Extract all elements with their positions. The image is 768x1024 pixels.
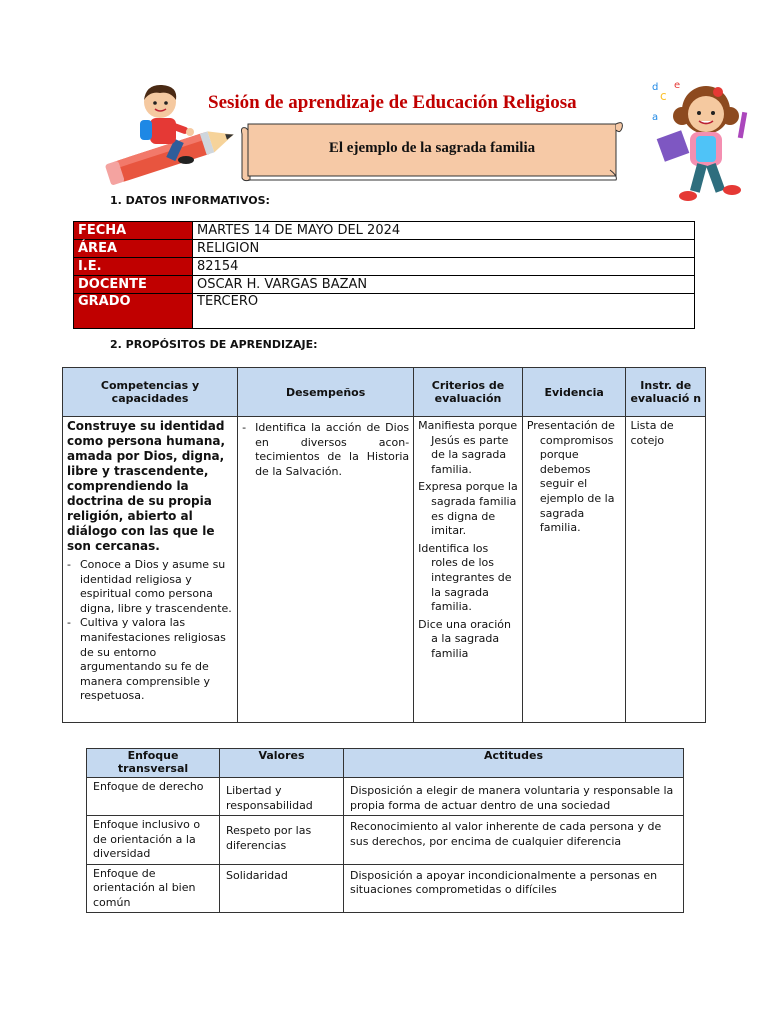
col-valores: Valores — [220, 749, 344, 778]
capacidades-list — [67, 558, 233, 704]
col-enfoque: Enfoque transversal — [87, 749, 220, 778]
criterio-item: Manifiesta porque Jesús es parte de la sagrada familia. — [418, 419, 518, 476]
girl-with-book-illustration — [644, 76, 756, 208]
session-subtitle: El ejemplo de la sagrada familia — [328, 140, 536, 156]
enfoques-table — [86, 748, 684, 913]
desempeno-cell — [238, 417, 414, 723]
grado-value: TERCERO — [193, 294, 695, 329]
table-row — [74, 294, 695, 329]
ie-value: 82154 — [193, 258, 695, 276]
table-row — [87, 816, 684, 865]
table-row — [87, 864, 684, 913]
enfoque-cell: Enfoque inclusivo o de orientación a la diversidad — [87, 816, 220, 865]
fecha-label: FECHA — [74, 222, 193, 240]
ie-label: I.E. — [74, 258, 193, 276]
actitudes-cell: Reconocimiento al valor inherente de cada persona y de sus derechos, por encima de cualquier diferencia — [344, 816, 684, 865]
competencia-cell — [63, 417, 238, 723]
list-item: - Conoce a Dios y asume su identidad religiosa y espiritual como persona digna, libre y trascendente. — [67, 558, 233, 616]
letter-d: d — [652, 82, 659, 93]
criterio-item: Dice una oración a la sagrada familia — [418, 617, 511, 660]
col-desempenos: Desempeños — [238, 368, 414, 417]
valores-cell: Solidaridad — [220, 864, 344, 913]
criterio-item: Expresa porque la sagrada familia es digna de imitar. — [418, 480, 518, 538]
col-criterios: Criterios de evaluación — [414, 368, 523, 417]
fecha-value: MARTES 14 DE MAYO DEL 2024 — [193, 222, 695, 240]
actitudes-cell: Disposición a apoyar incondicionalmente a personas en situaciones comprometidas o difíciles — [344, 864, 684, 913]
table-row — [63, 417, 706, 723]
col-instrumento: Instr. de evaluació n — [626, 368, 706, 417]
evidencia-cell — [522, 417, 626, 723]
desempeno-list — [242, 421, 409, 479]
table-row — [74, 276, 695, 294]
competencia-text: Construye su identidad como persona humana, amada por Dios, digna, libre y trascendente, comprendiendo la doctrina de su propia religión, abierto al diálogo con las que le son cercanas. — [67, 419, 226, 553]
list-item: - Cultiva y valora las manifestaciones religiosas de su entorno argumentando su fe de manera comprensible y respetuosa. — [67, 616, 233, 704]
section-datos-heading: 1. DATOS INFORMATIVOS: — [110, 194, 270, 207]
col-evidencia: Evidencia — [522, 368, 626, 417]
area-value: RELIGION — [193, 240, 695, 258]
criterios-cell — [414, 417, 523, 723]
section-propositos-heading: 2. PROPÓSITOS DE APRENDIZAJE: — [110, 338, 318, 351]
datos-table — [73, 221, 695, 329]
col-competencias: Competencias y capacidades — [63, 368, 238, 417]
valores-cell: Libertad y responsabilidad — [220, 778, 344, 816]
table-header-row — [87, 749, 684, 778]
page-title: Sesión de aprendizaje de Educación Religiosa — [208, 92, 577, 113]
table-row — [74, 222, 695, 240]
evidencia-text: Presentación de compromisos porque debemos seguir el ejemplo de la sagrada familia. — [526, 419, 615, 535]
letter-a: a — [652, 112, 659, 123]
instrumento-text: Lista de cotejo — [630, 419, 674, 447]
propositos-table — [62, 367, 706, 723]
criterio-item: Identifica los roles de los integrantes de la sagrada familia. — [418, 541, 512, 614]
actitudes-cell: Disposición a elegir de manera voluntaria y responsable la propia forma de actuar dentro de una sociedad — [344, 778, 684, 816]
col-actitudes: Actitudes — [344, 749, 684, 778]
instrumento-cell — [626, 417, 706, 723]
letter-c: c — [660, 89, 667, 103]
valores-cell: Respeto por las diferencias — [220, 816, 344, 865]
list-item: - Identifica la acción de Dios en diversos acon- tecimientos de la Historia de la Salvación. — [242, 421, 409, 479]
area-label: ÁREA — [74, 240, 193, 258]
table-row — [74, 258, 695, 276]
enfoque-cell: Enfoque de orientación al bien común — [87, 864, 220, 913]
letter-e: e — [674, 80, 681, 91]
docente-value: OSCAR H. VARGAS BAZAN — [193, 276, 695, 294]
table-row — [87, 778, 684, 816]
docente-label: DOCENTE — [74, 276, 193, 294]
table-row — [74, 240, 695, 258]
table-header-row — [63, 368, 706, 417]
grado-label: GRADO — [74, 294, 193, 329]
enfoque-cell: Enfoque de derecho — [87, 778, 220, 816]
